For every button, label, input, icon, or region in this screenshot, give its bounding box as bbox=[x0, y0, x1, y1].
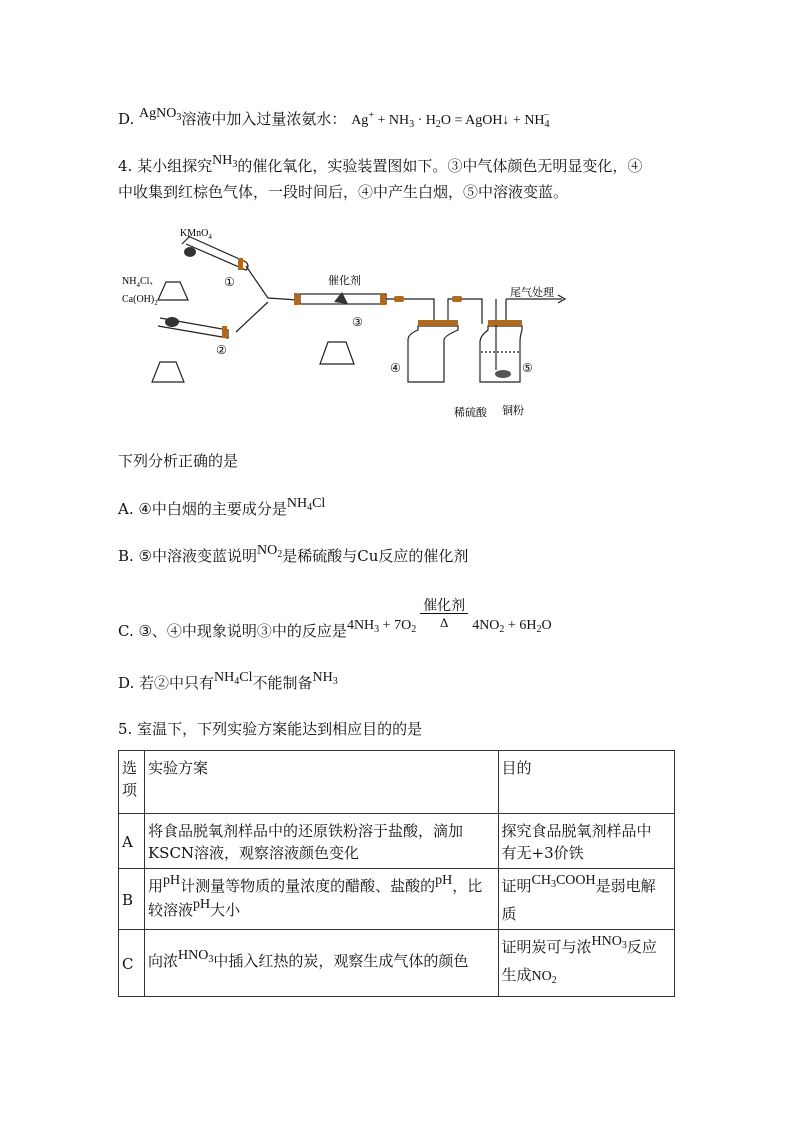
q4-stem-line1: 4. 某小组探究$NH_3$的催化氧化，实验装置图如下。③中气体颜色无明显变化，④ bbox=[118, 153, 643, 175]
copper-label: 铜粉 bbox=[502, 404, 524, 417]
table-header-row: 选 项 实验方案 目的 bbox=[119, 751, 675, 814]
tail-gas-label: 尾气处理 bbox=[510, 286, 554, 299]
prev-option-d: D. AgNO$_3$溶液中加入过量浓氨水： $Ag^+ + NH_3 \cdot H_2O$ = AgOH↓ + $NH_4^-$ bbox=[118, 106, 550, 130]
agno3-formula: AgNO$_3$ bbox=[139, 106, 182, 123]
label-5: ⑤ bbox=[522, 361, 533, 375]
reaction-equation: $4NH_3 + 7O_2$ 催化剂 Δ $4NO_2 + 6H_2O$ bbox=[346, 598, 552, 635]
kmno4-label: KMnO$_4$ bbox=[180, 228, 212, 241]
label-1: ① bbox=[224, 275, 235, 289]
table-row: B 用pH计测量等物质的量浓度的醋酸、盐酸的pH，比 较溶液pH大小 证明$CH_3COOH$是弱电解 质 bbox=[119, 869, 675, 930]
caoh2-label: $Ca(OH)_2$ bbox=[122, 294, 158, 307]
q4-option-a[interactable]: A. ④中白烟的主要成分是$NH_4Cl$ bbox=[118, 496, 326, 518]
reaction-condition: 催化剂 Δ bbox=[418, 603, 470, 633]
table-row: C 向浓$HNO_3$中插入红热的炭，观察生成气体的颜色 证明炭可与浓$HNO_3$反应 生成$NO_2$ bbox=[119, 930, 675, 997]
table-row: A 将食品脱氧剂样品中的还原铁粉溶于盐酸，滴加 KSCN溶液，观察溶液颜色变化 探究食品脱氧剂样品中 有无+3价铁 bbox=[119, 814, 675, 869]
q4-option-b[interactable]: B. ⑤中溶液变蓝说明$NO_2$是稀硫酸与Cu反应的催化剂 bbox=[118, 543, 469, 565]
label-4: ④ bbox=[390, 361, 401, 375]
catalyst-label: 催化剂 bbox=[328, 274, 361, 287]
q4-question: 下列分析正确的是 bbox=[118, 452, 239, 470]
ionic-equation: $Ag^+ + NH_3 \cdot H_2O$ = AgOH↓ + $NH_4^-$ bbox=[351, 110, 550, 130]
q4-option-c[interactable]: C. ③、④中现象说明③中的反应是$4NH_3 + 7O_2$ 催化剂 Δ $4NO_2 + 6H_2O$ bbox=[118, 598, 552, 640]
dilute-acid-label: 稀硫酸 bbox=[454, 406, 487, 419]
label-2: ② bbox=[216, 343, 227, 357]
q5-stem: 5. 室温下，下列实验方案能达到相应目的的是 bbox=[118, 720, 423, 738]
label-3: ③ bbox=[352, 315, 363, 329]
q5-options-table bbox=[118, 750, 675, 997]
nh4cl-label: $NH_4Cl$、 bbox=[122, 276, 160, 289]
apparatus-diagram bbox=[118, 222, 578, 427]
q4-stem-line2: 中收集到红棕色气体，一段时间后，④中产生白烟，⑤中溶液变蓝。 bbox=[118, 183, 569, 201]
q4-option-d[interactable]: D. 若②中只有$NH_4Cl$不能制备$NH_3$ bbox=[118, 670, 338, 692]
